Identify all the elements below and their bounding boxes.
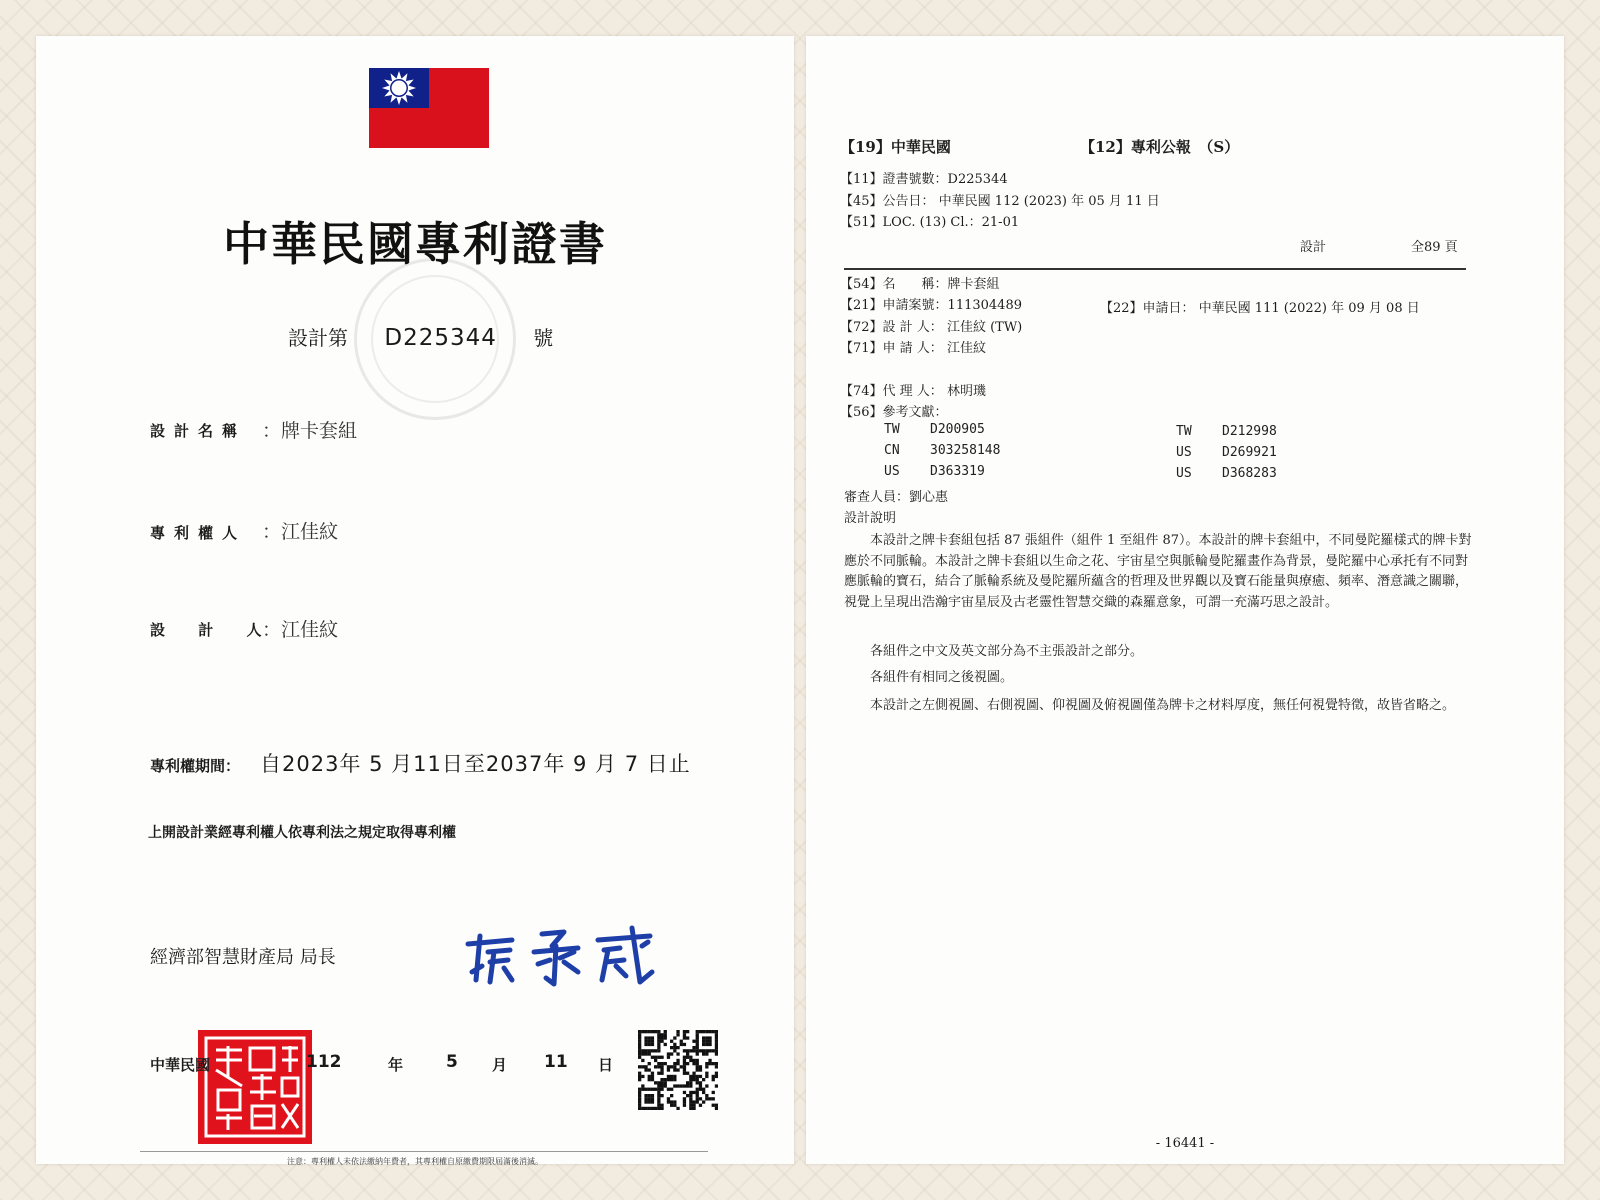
patent-term-row: [150, 748, 691, 778]
gazette-examiner: 審查人員：劉心惠: [844, 490, 949, 505]
issue-date-year-unit: 年: [388, 1056, 404, 1074]
gazette-divider: [844, 268, 1466, 270]
issue-date-year: 112: [306, 1052, 342, 1072]
issue-date-month: 5: [446, 1052, 458, 1072]
reference-country: US: [1176, 466, 1192, 481]
issue-date-day: 11: [544, 1052, 568, 1072]
gazette-page-number: - 16441 -: [1155, 1136, 1215, 1151]
reference-country: CN: [884, 443, 900, 458]
gazette-type: 【12】專利公報 （S）: [1080, 138, 1240, 156]
certificate-number: D225344: [384, 325, 497, 351]
gazette-app-no: 【21】申請案號：111304489: [840, 298, 1022, 313]
reference-number: D368283: [1222, 466, 1277, 481]
description-paragraph: 本設計之牌卡套組包括 87 張組件（組件 1 至組件 87）。本設計的牌卡套組中，不同曼陀羅樣式的牌卡對應於不同脈輪。本設計之牌卡套組以生命之花、宇宙星空與脈輪曼陀羅畫作為背景，曼陀羅中心承托有不同對應脈輪的寶石，結合了脈輪系統及曼陀羅所蘊含的哲理及世界觀以及寶石能量與療癒、頻率、潛意識之關聯，視覺上呈現出浩瀚宇宙星辰及古老靈性智慧交織的森羅意象，可謂一充滿巧思之設計。: [844, 533, 1472, 610]
reference-number: D269921: [1222, 445, 1277, 460]
field-value-patentee: ：江佳紋: [262, 521, 339, 543]
field-value-designer: ：江佳紋: [262, 619, 339, 641]
gazette-agent: 【74】代 理 人： 林明璣: [840, 384, 986, 399]
gazette-pub-date: 【45】公告日： 中華民國 112 (2023) 年 05 月 11 日: [840, 194, 1160, 209]
reference-number: D363319: [930, 464, 985, 479]
reference-country: US: [884, 464, 900, 479]
gazette-designer: 【72】設 計 人： 江佳紋 (TW): [840, 320, 1023, 335]
description-paragraph: 各組件之中文及英文部分為不主張設計之部分。: [870, 644, 1144, 659]
gazette-applicant: 【71】申 請 人： 江佳紋: [840, 341, 986, 356]
seal-glyph-pattern: [198, 1030, 312, 1144]
gazette-name: 【54】名 稱：牌卡套組: [840, 277, 1000, 292]
patent-gazette-page: [806, 36, 1564, 1164]
patent-term-value: 自2023年 5 月11日至2037年 9 月 7 日止: [260, 752, 691, 776]
field-value-design-name: ：牌卡套組: [262, 420, 358, 442]
patent-term-label: 專利權期間：: [150, 757, 241, 775]
number-suffix: 號: [533, 326, 554, 350]
white-sun-icon: [379, 68, 419, 108]
qr-code-icon: [638, 1030, 718, 1110]
gazette-loc: 【51】LOC. (13) Cl.：21-01: [840, 215, 1020, 230]
gazette-category: 設計: [1300, 240, 1327, 255]
director-signature: [460, 922, 660, 992]
roc-flag-icon: [369, 68, 489, 148]
patent-certificate-page: [36, 36, 794, 1164]
certificate-number-row: [288, 322, 553, 351]
reference-number: D212998: [1222, 424, 1277, 439]
reference-country: US: [1176, 445, 1192, 460]
footnote-notice: 注意：專利權人未依法繳納年費者，其專利權自原繳費期限屆滿後消滅。: [287, 1157, 543, 1166]
footer-divider: [140, 1151, 708, 1152]
reference-number: 303258148: [930, 443, 1001, 458]
gazette-references-label: 【56】參考文獻：: [840, 405, 948, 420]
issue-date-day-unit: 日: [598, 1056, 614, 1074]
reference-number: D200905: [930, 422, 985, 437]
description-paragraph: 本設計之左側視圖、右側視圖、仰視圖及俯視圖僅為牌卡之材料厚度，無任何視覺特徵，故皆省略之。: [870, 698, 1456, 713]
field-label-patentee: 專利權人: [150, 524, 247, 542]
certificate-title: 中華民國專利證書: [223, 217, 607, 271]
reference-country: TW: [1176, 424, 1192, 439]
grant-statement: 上開設計業經專利權人依專利法之規定取得專利權: [148, 825, 456, 841]
gazette-app-date: 【22】申請日： 中華民國 111 (2022) 年 09 月 08 日: [1100, 301, 1420, 316]
field-label-designer: 設 計 人: [150, 621, 276, 639]
gazette-country: 【19】中華民國: [840, 138, 951, 156]
issue-date-month-unit: 月: [492, 1056, 508, 1074]
number-prefix: 設計第: [288, 326, 348, 350]
official-red-seal: [198, 1030, 312, 1144]
director-title: 經濟部智慧財產局 局長: [150, 947, 336, 968]
gazette-cert-no: 【11】證書號數：D225344: [840, 172, 1008, 187]
description-paragraph: 各組件有相同之後視圖。: [870, 670, 1014, 685]
reference-country: TW: [884, 422, 900, 437]
issue-date-era: 中華民國: [150, 1056, 211, 1074]
field-label-design-name: 設計名稱: [150, 422, 247, 440]
gazette-desc-title: 設計說明: [844, 511, 897, 526]
gazette-total-pages: 全89 頁: [1411, 240, 1458, 255]
